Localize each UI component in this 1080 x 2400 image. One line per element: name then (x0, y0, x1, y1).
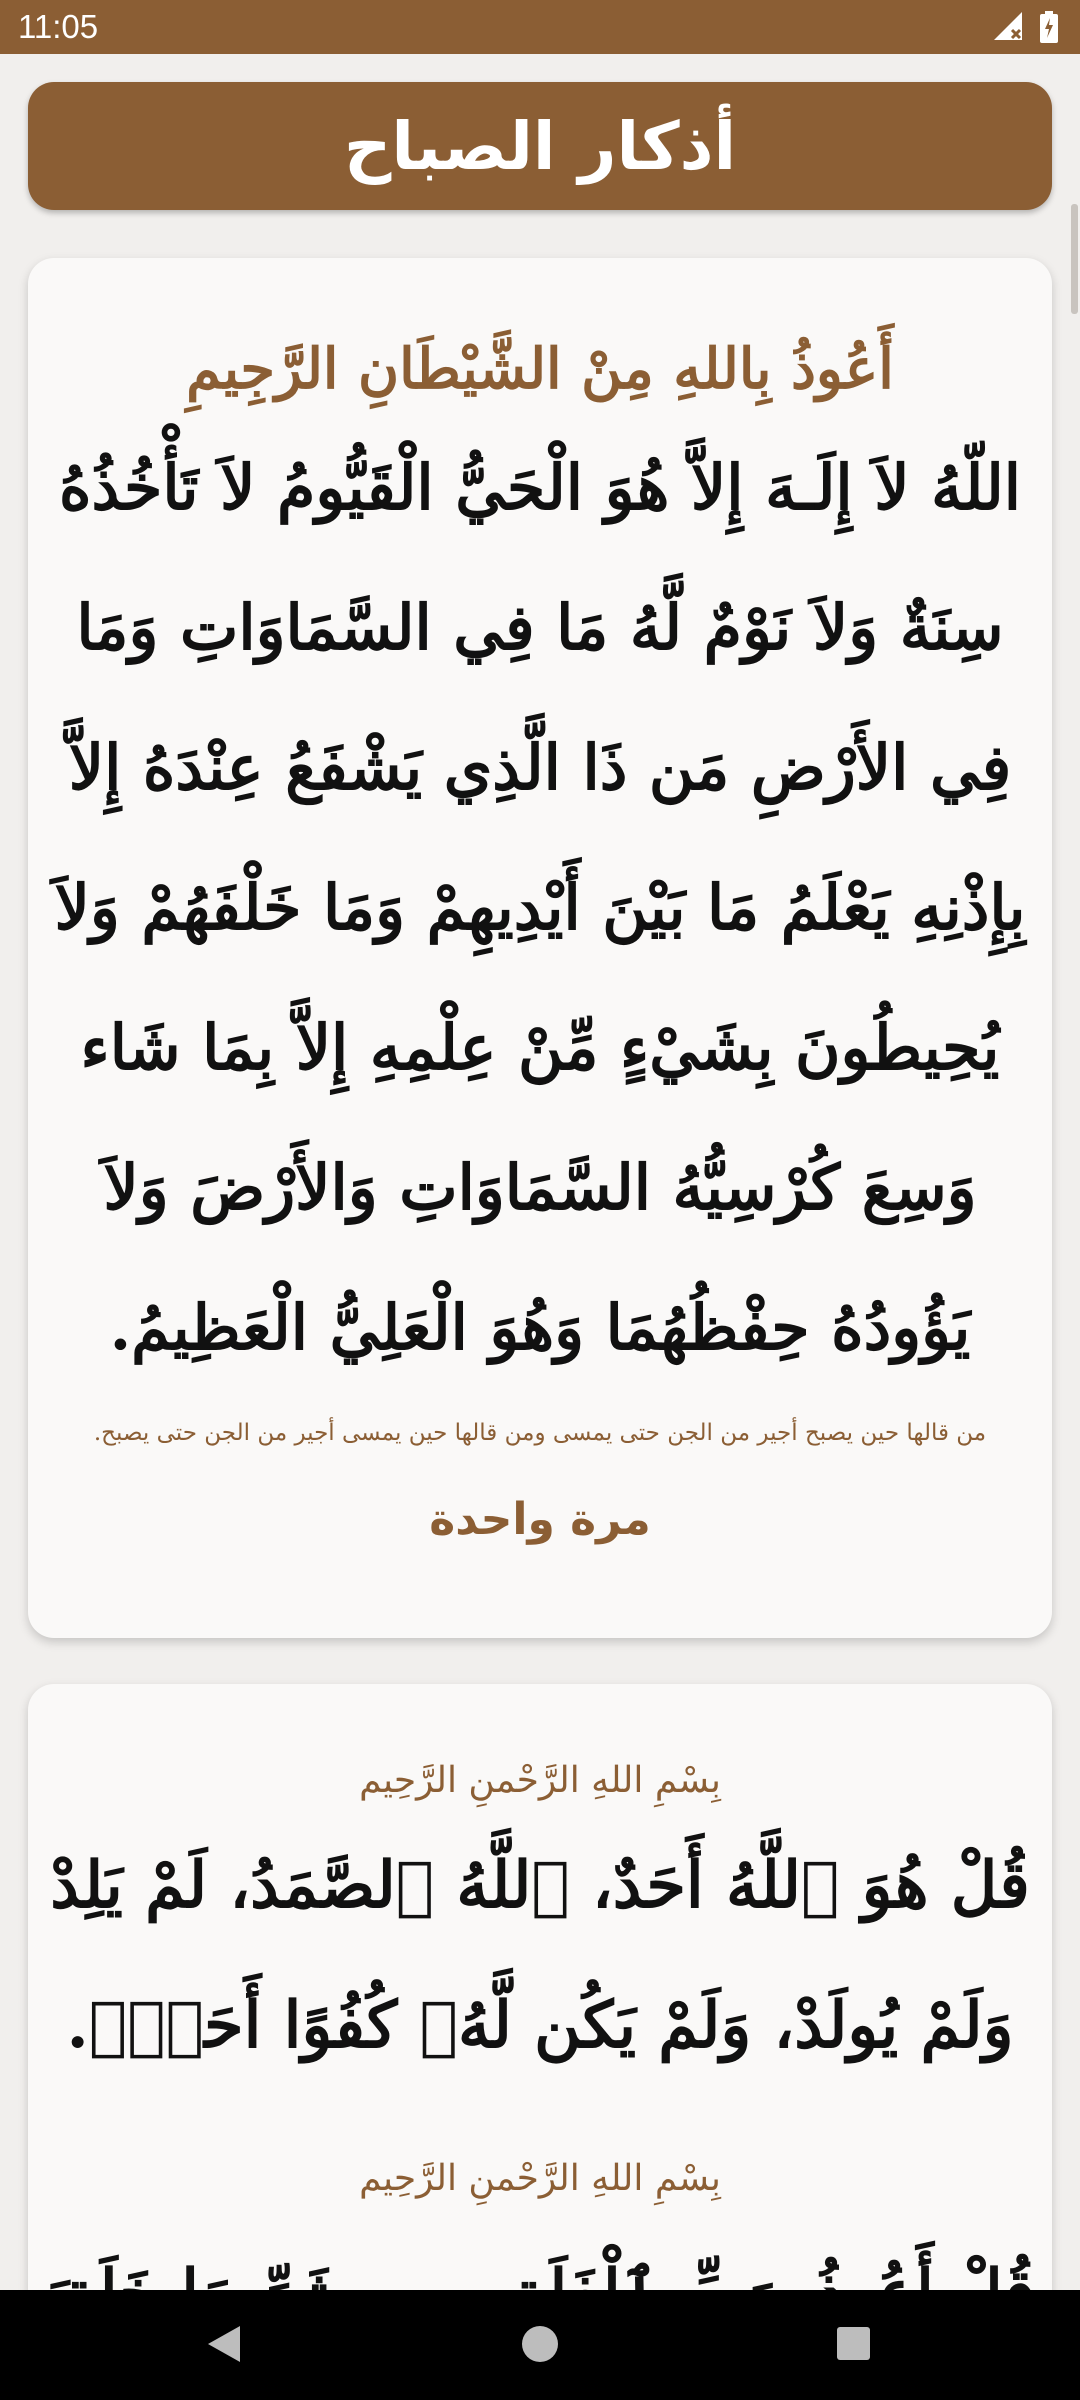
recents-icon[interactable] (837, 2327, 870, 2360)
repeat-count: مرة واحدة (429, 1494, 651, 1545)
status-icons (992, 10, 1058, 44)
signal-off-icon (992, 10, 1026, 44)
surah-ikhlas-text: قُلْ هُوَ ٱللَّهُ أَحَدٌ، ٱللَّهُ ٱلصَّمَدُ، لَمْ يَلِدْ وَلَمْ يُولَدْ، وَلَمْ يَكُن لَّهُۥ كُفُوًا أَحَدٌۢ. (50, 1848, 1030, 2063)
basmala-text: بِسْمِ اللهِ الرَّحْمنِ الرَّحِيم (359, 2158, 721, 2199)
istiadha-text: أَعُوذُ بِاللهِ مِنْ الشَّيْطَانِ الرَّجِيمِ (186, 336, 894, 402)
status-bar (0, 0, 1080, 54)
zikr-card-muawwidhat[interactable] (28, 1684, 1052, 2384)
navigation-bar (0, 2290, 1080, 2400)
battery-icon (1040, 11, 1058, 43)
page-title: أذكار الصباح (343, 107, 737, 185)
zikr-virtue: من قالها حين يصبح أجير من الجن حتى يمسى ومن قالها حين يمسى أجير من الجن حتى يصبح. (93, 1420, 987, 1446)
zikr-card-ayat-al-kursi[interactable] (28, 258, 1052, 1638)
home-icon[interactable] (522, 2326, 558, 2362)
back-icon[interactable] (206, 2324, 242, 2364)
status-time: 11:05 (18, 8, 99, 45)
basmala-text: بِسْمِ اللهِ الرَّحْمنِ الرَّحِيم (359, 1760, 721, 1801)
zikr-text: اللّهُ لاَ إِلَـهَ إِلاَّ هُوَ الْحَيُّ الْقَيُّومُ لاَ تَأْخُذُهُ سِنَةٌ وَلاَ نَوْمٌ لَّهُ مَا فِي السَّمَاوَاتِ وَمَا فِي الأَرْضِ مَن ذَا الَّذِي يَشْفَعُ عِنْدَهُ إِلاَّ بِإِذْنِهِ يَعْلَمُ مَا بَيْنَ أَيْدِيهِمْ وَمَا خَلْفَهُمْ وَلاَ يُحِيطُونَ بِشَيْءٍ مِّنْ عِلْمِهِ إِلاَّ بِمَا شَاء وَسِعَ كُرْسِيُّهُ السَّمَاوَاتِ وَالأَرْضَ وَلاَ يَؤُودُهُ حِفْظُهُمَا وَهُوَ الْعَلِيُّ الْعَظِيمُ. (54, 451, 1026, 1364)
scrollbar-thumb[interactable] (1071, 204, 1078, 314)
header-banner (28, 82, 1052, 210)
azkar-list[interactable] (0, 54, 1080, 2290)
